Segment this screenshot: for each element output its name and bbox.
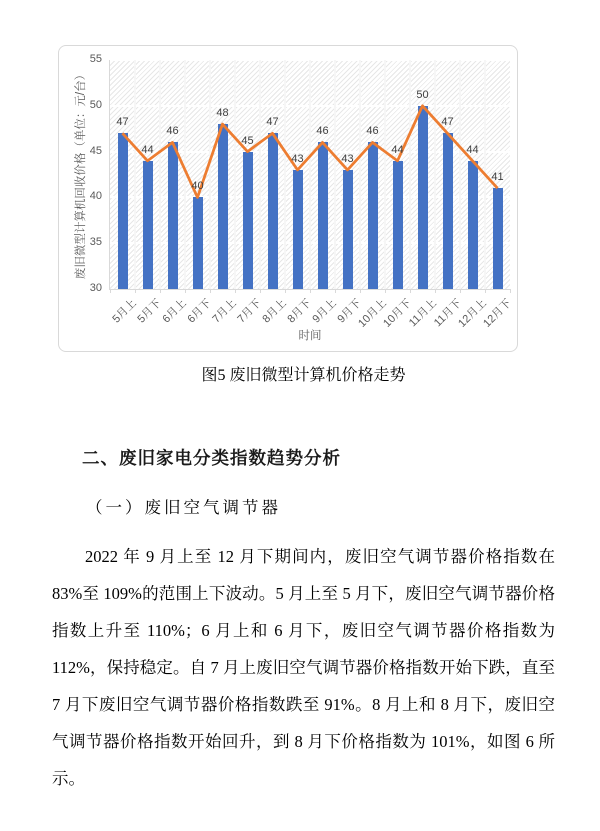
x-axis-tickmark [410,289,411,293]
x-axis-tickmark [310,289,311,293]
data-label: 44 [141,143,154,156]
trend-line [110,60,510,289]
data-label: 44 [466,143,479,156]
x-axis-tick-label: 8月下 [285,297,315,326]
x-axis-tickmark [185,289,186,293]
x-axis-tick-label: 6月上 [160,297,190,326]
x-axis-tickmark [435,289,436,293]
x-axis-tickmark [160,289,161,293]
y-axis-tick-label: 45 [89,144,102,157]
x-axis-tick-label: 12月上 [456,297,490,330]
x-axis-tick-label: 12月下 [481,297,515,330]
x-axis-tick-label: 11月上 [406,297,440,330]
x-axis-tick-label: 8月上 [260,297,290,326]
x-axis-tickmark [210,289,211,293]
y-axis-title: 废旧微型计算机回收价格（单位：元/台） [75,68,87,280]
x-axis-title: 时间 [298,330,322,342]
x-axis-tickmark [485,289,486,293]
x-axis-tickmark [235,289,236,293]
x-axis-tick-label: 10月上 [356,297,390,330]
body-paragraph: 2022 年 9 月上至 12 月下期间内，废旧空气调节器价格指数在 83%至 109%的范围上下波动。5 月上至 5 月下，废旧空气调节器价格指数上升至 110%；6 月上和 6 月下，废旧空气调节器价格指数为 112%，保持稳定。自 7 月上废旧空气调节器价格指数开始下跌，直至 7 月下废旧空气调节器价格指数跌至 91%。8 月上和 8 月下，废旧空气调节器价格指数开始回升，到 8 月下价格指数为 101%，如图 6 所示。 [52,547,555,788]
data-label: 40 [191,180,204,193]
y-axis-tick-label: 55 [89,53,102,65]
x-axis-tick-label: 7月上 [210,297,240,326]
plot-area [89,53,515,342]
x-axis-tick-label: 6月下 [185,297,215,326]
x-axis-tick-label: 11月下 [431,297,465,330]
x-axis-tick-label: 10月下 [381,297,415,330]
data-label: 50 [416,88,429,101]
x-axis-tick-label: 7月下 [235,297,265,326]
section-heading: 二、废旧家电分类指数趋势分析 [82,448,341,468]
data-label: 41 [491,171,504,184]
data-label: 47 [116,116,129,129]
data-label: 43 [291,152,304,165]
data-label: 43 [341,152,354,165]
x-axis-tick-label: 9月下 [335,297,365,326]
data-label: 47 [266,116,279,129]
y-axis-tick-label: 30 [89,282,102,294]
x-axis-tickmark [510,289,511,293]
data-label: 48 [216,107,229,120]
data-label: 44 [391,143,404,156]
y-axis-tick-label: 35 [89,236,102,249]
data-label: 46 [366,125,379,138]
data-label: 45 [241,134,254,147]
data-label: 46 [166,125,179,138]
x-axis-tickmark [110,289,111,293]
figure-caption: 图5 废旧微型计算机价格走势 [201,367,406,384]
x-axis-tick-label: 5月上 [110,297,140,326]
x-axis-tickmark [285,289,286,293]
x-axis-tickmark [260,289,261,293]
x-axis-tickmark [360,289,361,293]
x-axis-tickmark [135,289,136,293]
x-axis-tickmark [335,289,336,293]
x-axis-tick-label: 9月上 [310,297,340,326]
x-axis-tick-label: 5月下 [135,297,165,326]
y-axis-tick-label: 50 [89,98,102,111]
data-label: 46 [316,125,329,138]
figure5-chart [58,45,518,352]
x-axis-tickmark [460,289,461,293]
data-label: 47 [441,116,454,129]
y-axis-tick-label: 40 [89,190,102,203]
x-axis-tickmark [385,289,386,293]
subsection-heading: （一）废旧空气调节器 [86,498,281,517]
